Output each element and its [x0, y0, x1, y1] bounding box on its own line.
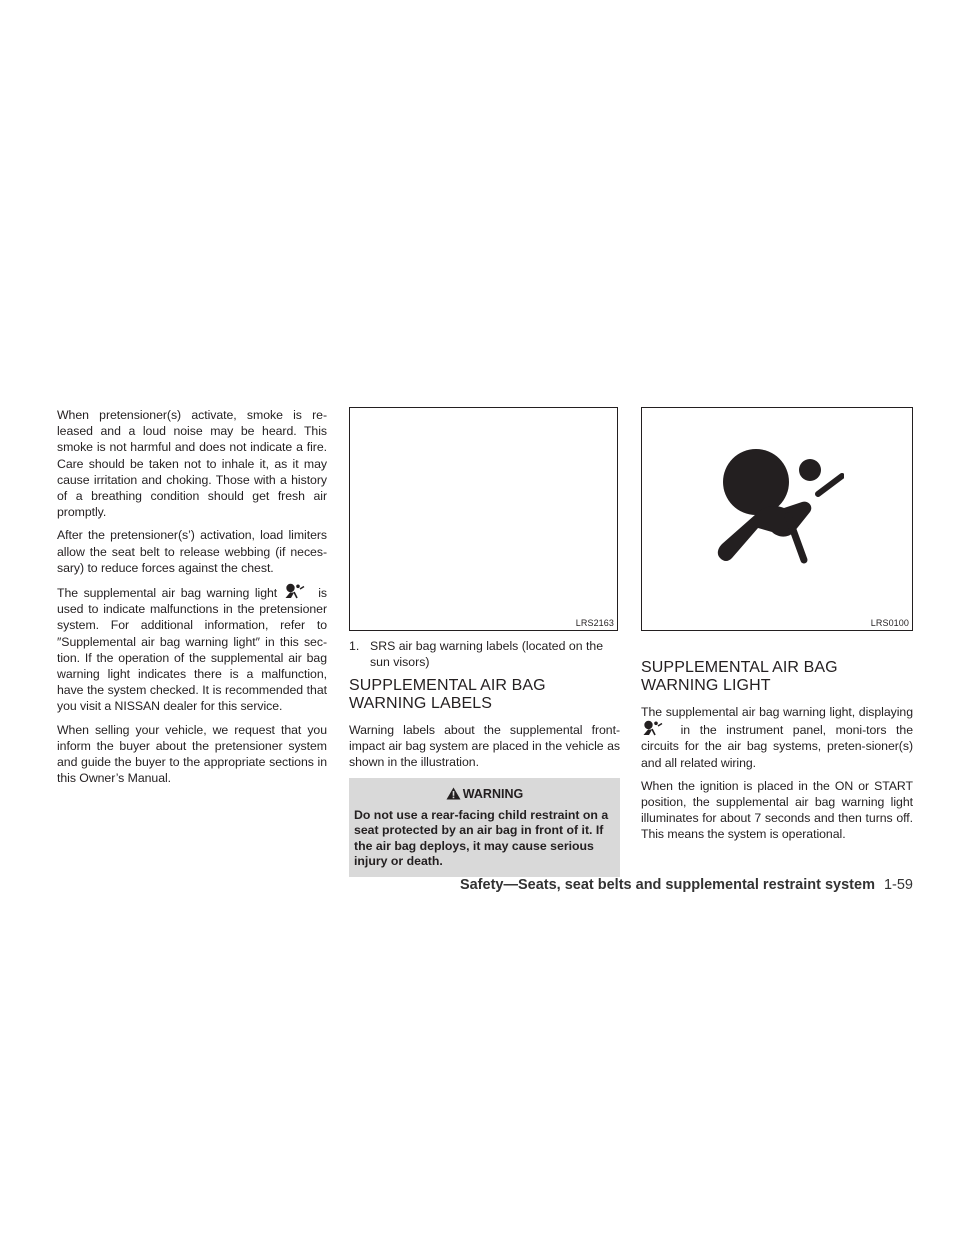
paragraph-ignition: When the ignition is placed in the ON or START position, the supplemental air bag warning light illuminates for about 7 seconds and then turns off. This means the system is operational. — [641, 778, 913, 842]
paragraph-smoke: When pretensioner(s) activate, smoke is re-leased and a loud noise may be heard. This smoke is not harmful and does not indicate a fire. Care should be taken not to inhale it, as it may cause irritation and choking. Those with a history of a breathing condition should get fresh air promptly. — [57, 408, 327, 520]
paragraph-text-before-icon: The supplemental air bag warning light — [57, 586, 278, 601]
caption-text: SRS air bag warning labels (located on the sun visors) — [370, 639, 604, 669]
paragraph-load-limiters: After the pretensioner(s’) activation, load limiters allow the seat belt to release webbing (if neces-sary) to reduce forces against the chest. — [57, 528, 327, 575]
paragraph-text-after-icon: is used to indicate malfunctions in the pretensioner system. For additional information, refer to ″Supplemental air bag warning light″ in this sec-tion. If the operation of the supplemental air bag warning light indicates there is a malfunction, have the system checked. It is recommended that you visit a NISSAN dealer for this service. — [57, 586, 327, 714]
right-column — [641, 407, 913, 850]
paragraph-warning-light-pretensioner — [57, 583, 327, 715]
airbag-labels-illustration — [349, 407, 618, 631]
figure-caption — [349, 638, 620, 670]
heading-line-1: SUPPLEMENTAL AIR BAG — [349, 677, 546, 694]
airbag-warning-icon — [283, 583, 305, 599]
heading-line-1: SUPPLEMENTAL AIR BAG — [641, 659, 838, 676]
airbag-warning-icon — [714, 436, 844, 566]
caption-number: 1. — [349, 639, 360, 653]
warning-box — [349, 778, 620, 877]
warning-text: Do not use a rear-facing child restraint on a seat protected by an air bag in front of it. If the air bag deploys, it may cause serious injury or death. — [354, 807, 609, 869]
page-number: 1-59 — [883, 877, 913, 893]
warning-title-text: WARNING — [462, 786, 524, 801]
page-footer — [451, 877, 913, 893]
warning-triangle-icon — [446, 787, 461, 800]
figure-label: LRS2163 — [575, 618, 614, 628]
chapter-title: Safety—Seats, seat belts and supplemental restraint system — [459, 877, 875, 893]
airbag-warning-icon — [641, 720, 663, 736]
heading-line-2: WARNING LABELS — [349, 694, 493, 712]
left-column — [57, 407, 327, 793]
warning-title — [354, 786, 615, 802]
paragraph-text-after-icon: in the instrument panel, moni-tors the circuits for the air bag systems, preten-sioner(s) and all related wiring. — [641, 723, 913, 770]
paragraph-warning-light-display — [641, 704, 913, 771]
paragraph-warning-labels: Warning labels about the supplemental front-impact air bag system are placed in the vehicle as shown in the illustration. — [349, 723, 620, 770]
section-heading-warning-labels — [349, 677, 620, 712]
figure-label: LRS0100 — [870, 618, 909, 628]
airbag-warning-light-illustration — [641, 407, 913, 631]
section-heading-warning-light — [641, 659, 913, 694]
middle-column — [349, 407, 620, 877]
paragraph-selling-vehicle: When selling your vehicle, we request that you inform the buyer about the pretensioner system and guide the buyer to the appropriate sections in this Owner’s Manual. — [57, 722, 327, 786]
paragraph-text-before-icon: The supplemental air bag warning light, displaying — [641, 705, 913, 719]
heading-line-2: WARNING LIGHT — [641, 676, 771, 694]
